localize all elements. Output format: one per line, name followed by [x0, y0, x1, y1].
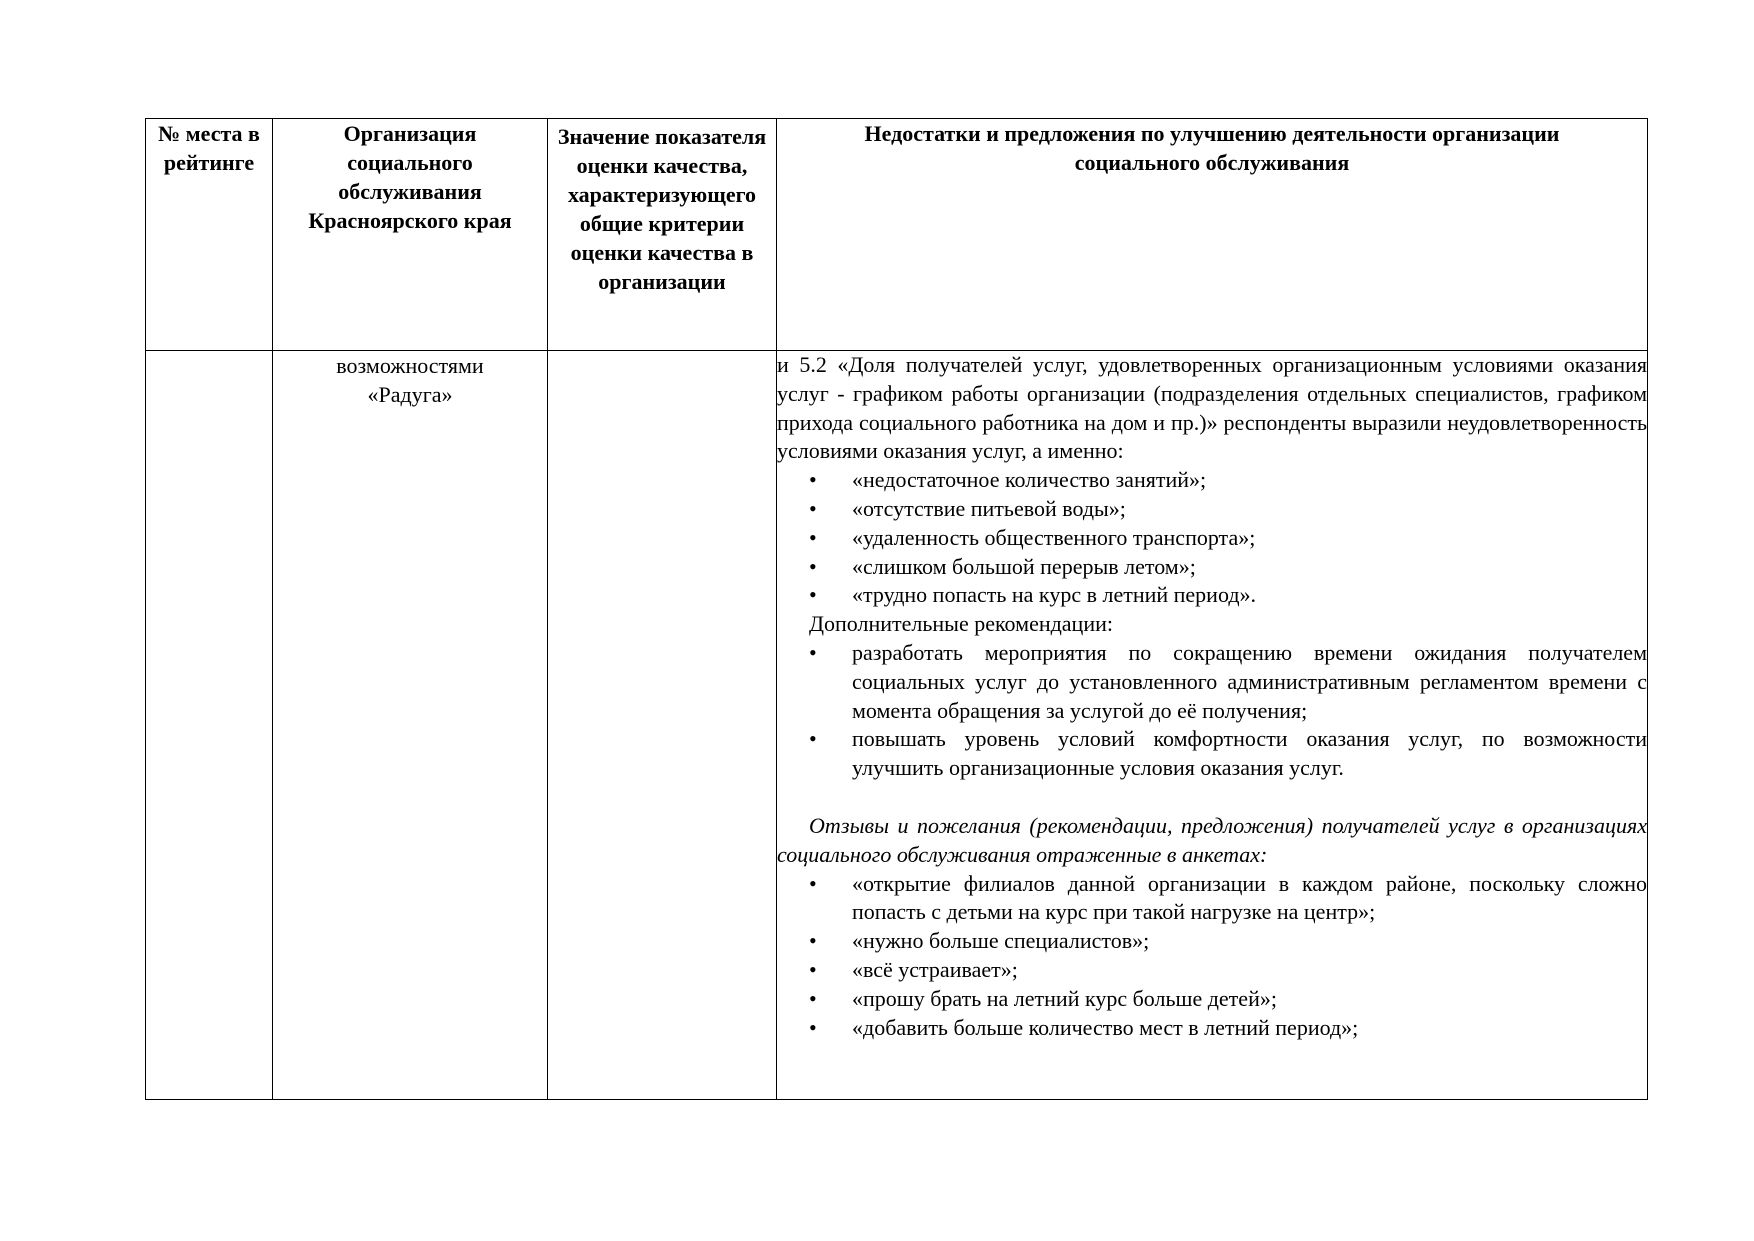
bullet-icon: •: [809, 467, 817, 493]
list-item: • повышать уровень условий комфортности оказания услуг, по возможности улучшить организационные условия оказания услуг.: [809, 726, 1647, 781]
recommendations-list: [777, 639, 1647, 783]
list-item: • «недостаточное количество занятий»;: [852, 466, 1647, 495]
header-shortcomings-label: Недостатки и предложения по улучшению деятельности организации социального обслуживания: [864, 121, 1560, 175]
bullet-icon: •: [809, 985, 817, 1011]
organization-name-line-2: «Радуга»: [367, 382, 453, 407]
bullet-icon: •: [809, 956, 817, 982]
recommendations-title: Дополнительные рекомендации:: [809, 611, 1113, 637]
bullet-icon: •: [809, 553, 817, 579]
list-item: • «открытие филиалов данной организации в каждом районе, поскольку сложно попасть с детьми на курс при такой нагрузке на центр»;: [809, 870, 1647, 925]
header-rank-label: № места в рейтинге: [158, 121, 260, 175]
table-header-row: [146, 119, 1648, 351]
feedback-intro: Отзывы и пожелания (рекомендации, предложения) получателей услуг в организациях социального обслуживания отраженные в анкетах:: [777, 812, 1647, 867]
intro-paragraph: и 5.2 «Доля получателей услуг, удовлетворенных организационным условиями оказания услуг - графиком работы организации (подразделения отдельных специалистов, графиком прихода социального работника на дом и пр.)» респонденты выразили неудовлетворенность условиями оказания услуг, а именно:: [777, 352, 1647, 464]
list-item: • «добавить больше количество мест в летний период»;: [852, 1014, 1647, 1043]
bullet-icon: •: [809, 726, 817, 752]
complaints-list: [777, 466, 1647, 610]
organization-name-line-1: возможностями: [336, 353, 484, 378]
list-item: • разработать мероприятия по сокращению времени ожидания получателем социальных услуг до установленного административным регламентом времени с момента обращения за услугой до её получения;: [809, 639, 1647, 723]
cell-organization: [273, 351, 548, 1100]
list-item: • «отсутствие питьевой воды»;: [852, 495, 1647, 524]
bullet-icon: •: [809, 1014, 817, 1040]
list-item: • «прошу брать на летний курс больше детей»;: [852, 985, 1647, 1014]
bullet-icon: •: [809, 928, 817, 954]
list-item: • «всё устраивает»;: [852, 956, 1647, 985]
bullet-icon: •: [809, 495, 817, 521]
header-organization: [273, 119, 548, 351]
rating-table: [145, 118, 1648, 1100]
header-rank: [146, 119, 273, 351]
bullet-icon: •: [809, 870, 817, 896]
cell-quality-value: [548, 351, 777, 1100]
bullet-icon: •: [809, 639, 817, 665]
list-item: • «слишком большой перерыв летом»;: [852, 553, 1647, 582]
header-quality-value: [548, 119, 777, 351]
bullet-icon: •: [809, 582, 817, 608]
cell-shortcomings: [777, 351, 1648, 1100]
feedback-list: [777, 870, 1647, 1043]
header-shortcomings: [777, 119, 1648, 351]
list-item: • «трудно попасть на курс в летний период».: [852, 581, 1647, 610]
header-organization-label: Организация социального обслуживания Красноярского края: [308, 121, 512, 233]
cell-rank: [146, 351, 273, 1100]
header-quality-value-label: Значение показателя оценки качества, характеризующего общие критерии оценки качества в организации: [557, 124, 767, 294]
list-item: • «удаленность общественного транспорта»;: [852, 524, 1647, 553]
list-item: • «нужно больше специалистов»;: [852, 927, 1647, 956]
table-row: [146, 351, 1648, 1100]
paragraph-spacer: [777, 783, 1647, 812]
bullet-icon: •: [809, 524, 817, 550]
